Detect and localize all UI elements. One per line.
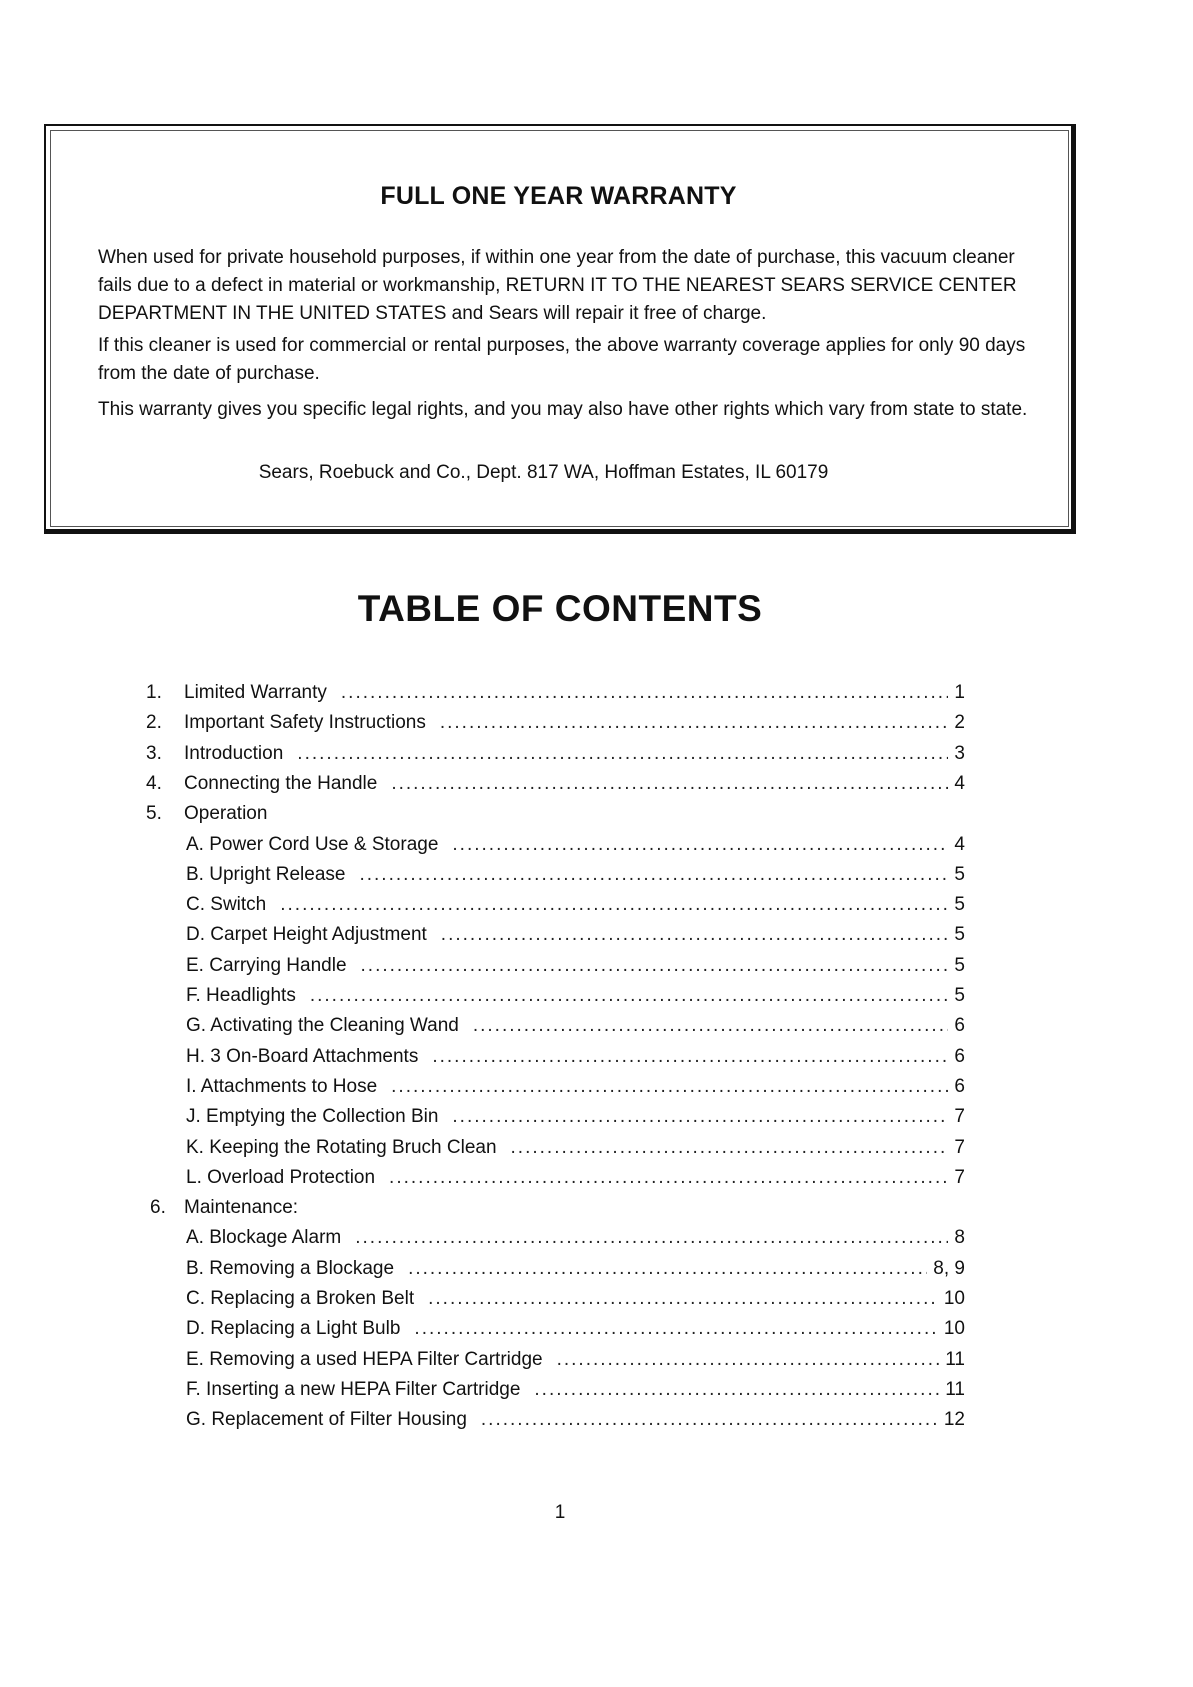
toc-entry-label: Operation — [184, 803, 268, 825]
toc-entry-page: 8 — [954, 1227, 965, 1249]
toc-entry — [186, 1042, 965, 1072]
toc-entry — [146, 708, 965, 738]
toc-entry-page: 5 — [954, 924, 965, 946]
toc-entry-page: 7 — [954, 1166, 965, 1188]
toc-entry-label: B. Upright Release — [186, 863, 346, 885]
toc-dot-leader — [389, 1163, 948, 1193]
toc-entry — [186, 951, 965, 981]
toc-entry-number: 6. — [150, 1197, 166, 1219]
toc-entry-number: 4. — [146, 772, 162, 794]
toc-dot-leader — [297, 739, 948, 769]
toc-entry-label: G. Activating the Cleaning Wand — [186, 1015, 459, 1037]
warranty-title: FULL ONE YEAR WARRANTY — [380, 182, 737, 210]
toc-entry — [146, 769, 965, 799]
toc-entry — [146, 739, 965, 769]
toc-dot-leader — [391, 1072, 948, 1102]
toc-dot-leader — [473, 1011, 949, 1041]
toc-entry — [186, 1284, 965, 1314]
toc-dot-leader — [341, 678, 949, 708]
toc-dot-leader — [481, 1405, 938, 1435]
toc-entry-label: E. Carrying Handle — [186, 954, 347, 976]
toc-entry-page: 8, 9 — [933, 1257, 965, 1279]
toc-entry-page: 4 — [954, 833, 965, 855]
toc-entry-page: 1 — [954, 682, 965, 703]
toc-entry-page: 2 — [954, 712, 965, 734]
toc-entry — [186, 1133, 965, 1163]
warranty-paragraph-commercial: If this cleaner is used for commercial or rental purposes, the above warranty coverage applies for only 90 days from the date of purchase. — [98, 335, 1026, 384]
toc-entry-number: 2. — [146, 712, 162, 734]
toc-entry-page: 6 — [954, 1075, 965, 1097]
toc-entry-page: 7 — [954, 1136, 965, 1158]
toc-entry-label: A. Power Cord Use & Storage — [186, 833, 439, 855]
toc-entry — [186, 1223, 965, 1253]
toc-entry-number: 5. — [146, 803, 162, 825]
toc-entry — [186, 830, 965, 860]
toc-entry-label: Maintenance: — [184, 1197, 299, 1219]
toc-entry-number: 3. — [146, 742, 162, 764]
toc-entry — [186, 1314, 965, 1344]
toc-entry — [186, 1405, 965, 1435]
toc-entry-page: 5 — [954, 985, 965, 1006]
toc-entry — [186, 890, 965, 920]
toc-dot-leader — [440, 708, 949, 738]
warranty-paragraph-legal-rights: This warranty gives you specific legal rights, and you may also have other rights which vary from state to state. — [98, 399, 1028, 420]
toc-entry-page: 11 — [945, 1378, 965, 1400]
toc-entry-page: 6 — [954, 1045, 965, 1067]
toc-entry — [146, 799, 965, 829]
toc-entry-page: 10 — [943, 1288, 965, 1309]
toc-entry-label: F. Inserting a new HEPA Filter Cartridge — [186, 1378, 521, 1400]
toc-entry-number: 1. — [146, 682, 162, 703]
toc-dot-leader — [452, 1102, 948, 1132]
toc-entry-page: 6 — [954, 1015, 965, 1037]
toc-entry — [186, 981, 965, 1011]
toc-entry-label: I. Attachments to Hose — [186, 1075, 378, 1097]
toc-entry-label: Introduction — [184, 742, 284, 764]
toc-entry-page: 5 — [954, 954, 965, 976]
toc-entry-page: 11 — [945, 1348, 965, 1370]
toc-entry-label: E. Removing a used HEPA Filter Cartridge — [186, 1348, 543, 1370]
toc-entry-label: B. Removing a Blockage — [186, 1257, 395, 1279]
toc-dot-leader — [414, 1314, 937, 1344]
toc-entry-label: J. Emptying the Collection Bin — [186, 1106, 439, 1128]
toc-dot-leader — [361, 951, 949, 981]
toc-entry — [146, 678, 965, 708]
toc-entry — [186, 860, 965, 890]
toc-entry — [150, 1193, 965, 1223]
toc-dot-leader — [355, 1223, 948, 1253]
toc-entry-label: Limited Warranty — [184, 682, 327, 703]
toc-dot-leader — [280, 890, 948, 920]
toc-entry-page: 10 — [943, 1318, 965, 1340]
toc-entry — [186, 1375, 965, 1405]
toc-entry — [186, 1163, 965, 1193]
toc-entry-label: H. 3 On-Board Attachments — [186, 1045, 419, 1067]
toc-entry-label: D. Replacing a Light Bulb — [186, 1318, 401, 1340]
toc-entry — [186, 1011, 965, 1041]
toc-entry-page: 4 — [954, 772, 965, 794]
toc-entry-label: Important Safety Instructions — [184, 712, 426, 734]
toc-entry-label: C. Switch — [186, 894, 267, 916]
toc-entry — [186, 1254, 965, 1284]
toc-entry — [186, 1102, 965, 1132]
toc-dot-leader — [452, 830, 948, 860]
page-number: 1 — [554, 1502, 566, 1523]
warranty-address: Sears, Roebuck and Co., Dept. 817 WA, Hoffman Estates, IL 60179 — [258, 462, 829, 483]
toc-entry-label: F. Headlights — [186, 985, 296, 1006]
toc-dot-leader — [310, 981, 949, 1011]
toc-entry-label: C. Replacing a Broken Belt — [186, 1288, 415, 1309]
toc-dot-leader — [359, 860, 948, 890]
toc-dot-leader — [441, 920, 949, 950]
warranty-paragraph-coverage: When used for private household purposes, if within one year from the date of purchase, this vacuum cleaner fails due to a defect in material or workmanship, RETURN IT TO THE NEAREST SEARS SERVICE CENTER DEPARTMENT IN THE UNITED STATES and Sears will repair it free of charge. — [98, 247, 1017, 324]
toc-entry-label: G. Replacement of Filter Housing — [186, 1409, 467, 1431]
toc-entry-page: 3 — [954, 742, 965, 764]
toc-dot-leader — [391, 769, 948, 799]
toc-entry-page: 7 — [954, 1106, 965, 1128]
toc-entry-label: Connecting the Handle — [184, 772, 378, 794]
toc-entry-page: 5 — [954, 863, 965, 885]
toc-entry-label: K. Keeping the Rotating Bruch Clean — [186, 1136, 497, 1158]
toc-entry-page: 5 — [954, 894, 965, 916]
toc-dot-leader — [432, 1042, 948, 1072]
toc-entry — [186, 920, 965, 950]
toc-entry — [186, 1072, 965, 1102]
toc-entry-label: A. Blockage Alarm — [186, 1227, 342, 1249]
toc-entry — [186, 1345, 965, 1375]
toc-entry-label: L. Overload Protection — [186, 1166, 376, 1188]
warranty-box — [44, 124, 1076, 534]
toc-dot-leader — [511, 1133, 949, 1163]
toc-dot-leader — [534, 1375, 939, 1405]
toc-dot-leader — [557, 1345, 940, 1375]
toc-dot-leader — [408, 1254, 927, 1284]
toc-entry-label: D. Carpet Height Adjustment — [186, 924, 427, 946]
toc-entry-page: 12 — [943, 1409, 965, 1431]
toc-dot-leader — [428, 1284, 938, 1314]
toc-title: TABLE OF CONTENTS — [357, 588, 763, 629]
